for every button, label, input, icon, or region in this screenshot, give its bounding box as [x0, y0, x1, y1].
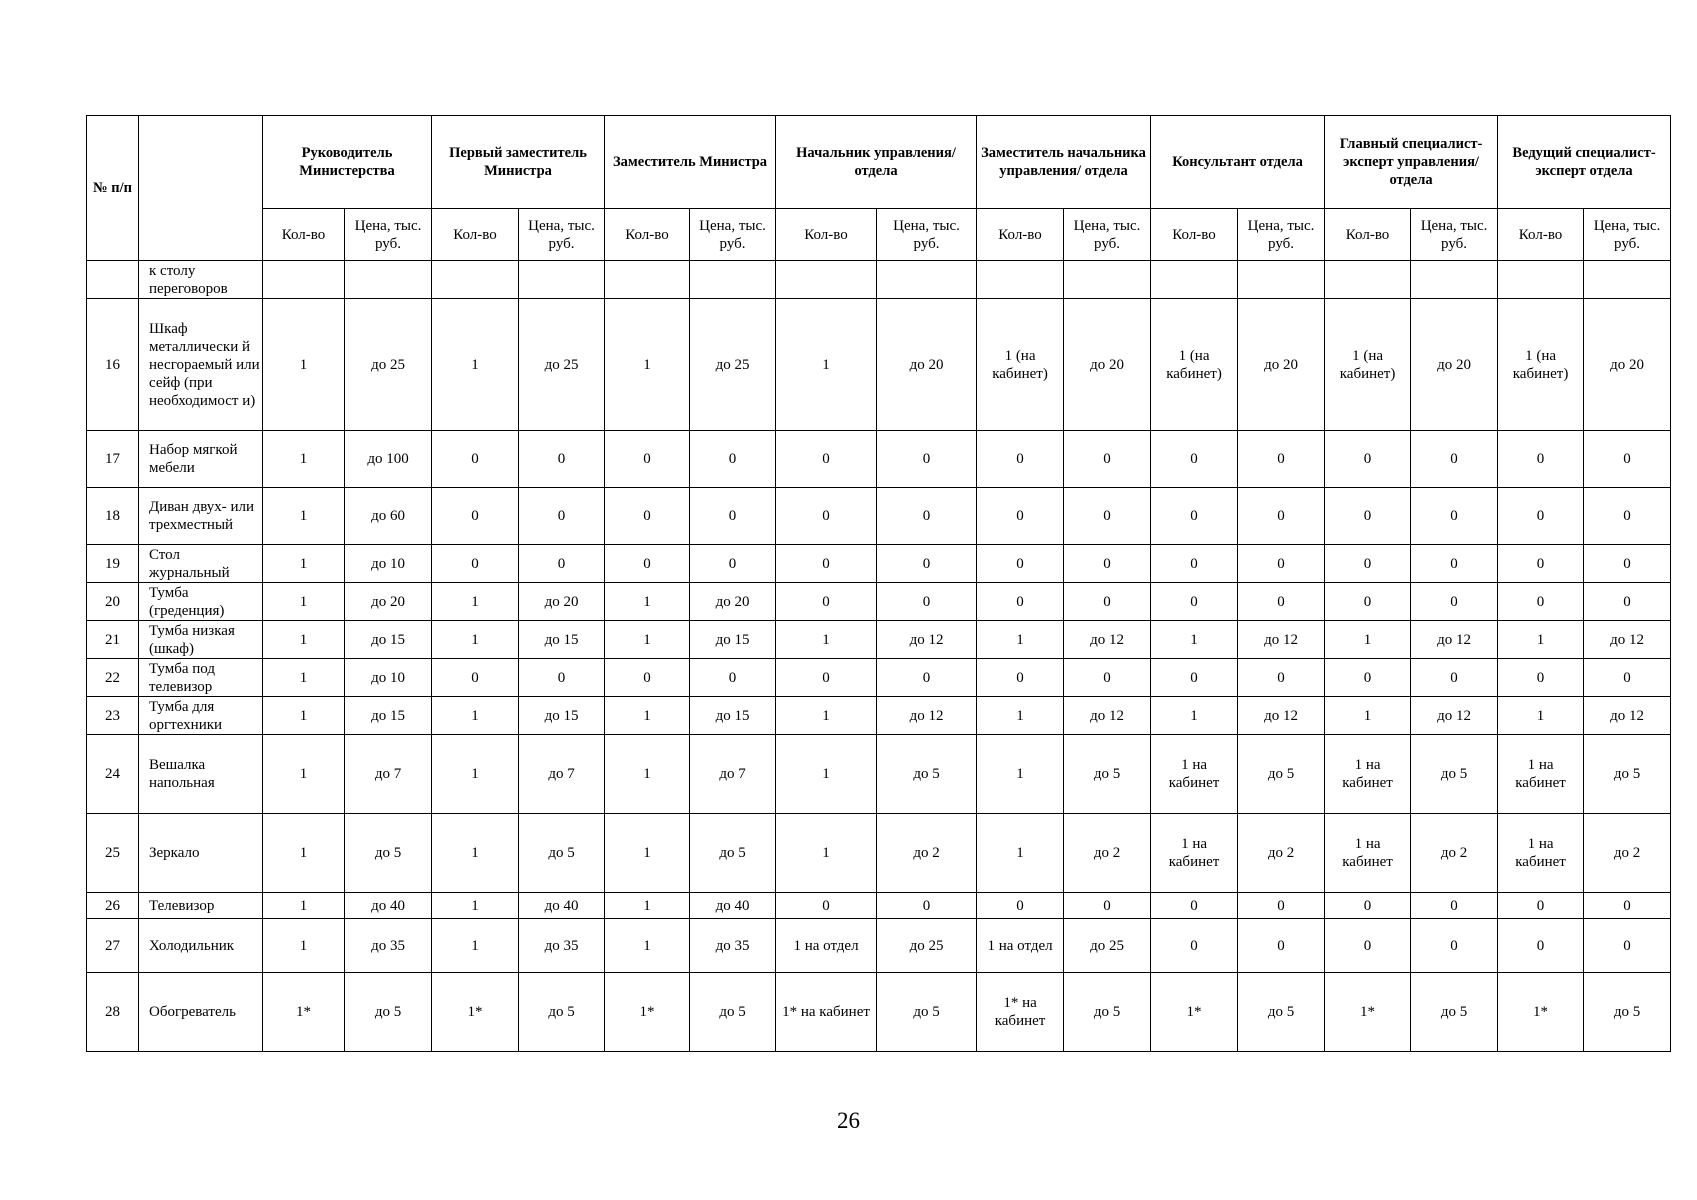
qty-cell: 1: [263, 919, 345, 973]
qty-cell: 1: [432, 735, 519, 814]
price-cell: до 15: [519, 621, 605, 659]
price-cell: до 12: [1238, 697, 1325, 735]
qty-cell: 1*: [263, 973, 345, 1052]
qty-cell: 0: [432, 488, 519, 545]
qty-cell: 0: [977, 893, 1064, 919]
price-cell: 0: [1584, 545, 1671, 583]
qty-cell: 1*: [605, 973, 690, 1052]
table-row: [87, 545, 1671, 583]
qty-header: Кол-во: [1498, 209, 1584, 261]
price-cell: 0: [519, 488, 605, 545]
qty-cell: 0: [1325, 659, 1411, 697]
price-cell: до 2: [1411, 814, 1498, 893]
item-name: Зеркало: [139, 814, 263, 893]
qty-cell: 1: [263, 893, 345, 919]
price-cell: 0: [1238, 488, 1325, 545]
price-cell: до 20: [690, 583, 776, 621]
price-cell: 0: [1584, 583, 1671, 621]
qty-header: Кол-во: [776, 209, 877, 261]
item-name: к столу переговоров: [139, 261, 263, 299]
qty-cell: 0: [977, 659, 1064, 697]
table-row: [87, 431, 1671, 488]
price-header: Цена, тыс. руб.: [1411, 209, 1498, 261]
price-cell: 0: [1584, 431, 1671, 488]
price-cell: до 7: [345, 735, 432, 814]
qty-cell: 0: [1498, 893, 1584, 919]
price-cell: до 5: [519, 814, 605, 893]
qty-cell: 0: [1151, 431, 1238, 488]
price-cell: 0: [1238, 893, 1325, 919]
price-cell: 0: [1411, 488, 1498, 545]
qty-cell: 1* на кабинет: [977, 973, 1064, 1052]
price-cell: до 5: [1411, 735, 1498, 814]
price-cell: 0: [1411, 919, 1498, 973]
price-cell: [345, 261, 432, 299]
subheader-row: [87, 209, 1671, 261]
qty-cell: 0: [1498, 488, 1584, 545]
table-row: [87, 919, 1671, 973]
qty-cell: 1 на отдел: [776, 919, 877, 973]
price-cell: до 5: [690, 973, 776, 1052]
qty-cell: 1: [605, 583, 690, 621]
qty-cell: 0: [1498, 919, 1584, 973]
item-name: Шкаф металлически й несгораемый или сейф (при необходимост и): [139, 299, 263, 431]
qty-cell: 1: [263, 814, 345, 893]
position-header: Начальник управления/ отдела: [776, 116, 977, 209]
qty-cell: 0: [1498, 431, 1584, 488]
price-cell: до 15: [690, 697, 776, 735]
qty-cell: 1: [605, 621, 690, 659]
qty-cell: 0: [1151, 545, 1238, 583]
qty-cell: 1: [977, 697, 1064, 735]
qty-cell: 0: [1498, 545, 1584, 583]
price-cell: до 40: [345, 893, 432, 919]
qty-cell: 1: [1325, 621, 1411, 659]
price-cell: до 10: [345, 659, 432, 697]
price-cell: до 15: [345, 697, 432, 735]
item-name: Набор мягкой мебели: [139, 431, 263, 488]
qty-cell: 1: [432, 583, 519, 621]
price-cell: 0: [690, 659, 776, 697]
qty-cell: 1: [263, 697, 345, 735]
price-cell: до 25: [345, 299, 432, 431]
price-cell: до 15: [519, 697, 605, 735]
price-header: Цена, тыс. руб.: [519, 209, 605, 261]
qty-cell: 1: [1498, 697, 1584, 735]
qty-cell: 1 (на кабинет): [1498, 299, 1584, 431]
qty-cell: 0: [1151, 659, 1238, 697]
qty-cell: 0: [432, 545, 519, 583]
qty-cell: 1: [1498, 621, 1584, 659]
qty-cell: 1: [432, 814, 519, 893]
qty-cell: 1 на отдел: [977, 919, 1064, 973]
price-cell: 0: [877, 659, 977, 697]
qty-cell: 1: [977, 621, 1064, 659]
qty-cell: 1: [605, 919, 690, 973]
item-name: Холодильник: [139, 919, 263, 973]
price-cell: 0: [1411, 659, 1498, 697]
price-cell: 0: [877, 431, 977, 488]
price-cell: 0: [877, 583, 977, 621]
header-row: [87, 116, 1671, 209]
qty-cell: 0: [1325, 545, 1411, 583]
table-row: [87, 621, 1671, 659]
qty-header: Кол-во: [977, 209, 1064, 261]
row-number: 17: [87, 431, 139, 488]
price-cell: 0: [1238, 545, 1325, 583]
position-header: Первый заместитель Министра: [432, 116, 605, 209]
price-cell: до 7: [690, 735, 776, 814]
row-number: 22: [87, 659, 139, 697]
position-header: Заместитель Министра: [605, 116, 776, 209]
price-cell: до 12: [877, 621, 977, 659]
table-row: [87, 583, 1671, 621]
item-name: Телевизор: [139, 893, 263, 919]
table-row: [87, 973, 1671, 1052]
price-cell: до 12: [1238, 621, 1325, 659]
qty-cell: 1* на кабинет: [776, 973, 877, 1052]
qty-cell: 0: [776, 893, 877, 919]
position-header: Заместитель начальника управления/ отдела: [977, 116, 1151, 209]
qty-cell: 1: [1151, 697, 1238, 735]
qty-cell: 0: [1325, 919, 1411, 973]
qty-cell: 0: [1151, 583, 1238, 621]
qty-cell: [263, 261, 345, 299]
row-number: 26: [87, 893, 139, 919]
qty-cell: [776, 261, 877, 299]
row-number: 20: [87, 583, 139, 621]
price-cell: до 2: [877, 814, 977, 893]
price-header: Цена, тыс. руб.: [1064, 209, 1151, 261]
price-cell: 0: [1584, 919, 1671, 973]
qty-cell: 1 на кабинет: [1498, 735, 1584, 814]
qty-cell: [432, 261, 519, 299]
qty-cell: 1: [776, 697, 877, 735]
qty-cell: 0: [1325, 488, 1411, 545]
price-cell: до 2: [1584, 814, 1671, 893]
price-cell: до 40: [519, 893, 605, 919]
qty-cell: 1 на кабинет: [1498, 814, 1584, 893]
qty-cell: 0: [605, 488, 690, 545]
price-cell: [1238, 261, 1325, 299]
price-cell: 0: [1064, 431, 1151, 488]
qty-cell: 1: [1325, 697, 1411, 735]
qty-cell: 1 на кабинет: [1151, 814, 1238, 893]
qty-cell: 1: [605, 893, 690, 919]
price-cell: 0: [519, 431, 605, 488]
price-cell: 0: [1238, 919, 1325, 973]
item-name: Тумба низкая (шкаф): [139, 621, 263, 659]
price-cell: до 5: [1584, 735, 1671, 814]
price-cell: 0: [1064, 545, 1151, 583]
price-cell: 0: [1411, 431, 1498, 488]
item-name: Тумба (греденция): [139, 583, 263, 621]
qty-cell: 1: [432, 893, 519, 919]
qty-header: Кол-во: [1325, 209, 1411, 261]
price-cell: 0: [519, 545, 605, 583]
price-header: Цена, тыс. руб.: [1238, 209, 1325, 261]
row-number: 28: [87, 973, 139, 1052]
table-row: [87, 814, 1671, 893]
price-cell: до 20: [1584, 299, 1671, 431]
price-cell: до 12: [1411, 621, 1498, 659]
qty-cell: 1*: [1325, 973, 1411, 1052]
qty-cell: 1 на кабинет: [1325, 735, 1411, 814]
qty-cell: [1498, 261, 1584, 299]
qty-cell: 1: [977, 814, 1064, 893]
row-number: 25: [87, 814, 139, 893]
price-cell: 0: [690, 431, 776, 488]
qty-cell: 1: [263, 299, 345, 431]
price-header: Цена, тыс. руб.: [345, 209, 432, 261]
price-cell: до 15: [690, 621, 776, 659]
price-cell: 0: [1584, 659, 1671, 697]
price-cell: 0: [1411, 545, 1498, 583]
qty-cell: 0: [776, 431, 877, 488]
price-cell: до 25: [519, 299, 605, 431]
qty-cell: 1: [432, 621, 519, 659]
row-number: [87, 261, 139, 299]
price-cell: до 60: [345, 488, 432, 545]
item-name: Диван двух- или трехместный: [139, 488, 263, 545]
qty-cell: 1: [776, 299, 877, 431]
price-cell: 0: [1064, 488, 1151, 545]
price-cell: 0: [519, 659, 605, 697]
qty-cell: 1: [776, 814, 877, 893]
qty-cell: 0: [977, 431, 1064, 488]
price-cell: 0: [1238, 431, 1325, 488]
table-row: [87, 735, 1671, 814]
price-cell: до 20: [519, 583, 605, 621]
qty-cell: 1: [776, 621, 877, 659]
qty-header: Кол-во: [605, 209, 690, 261]
qty-cell: 1: [263, 659, 345, 697]
price-cell: до 35: [690, 919, 776, 973]
price-cell: [1411, 261, 1498, 299]
price-cell: 0: [690, 545, 776, 583]
table-row: [87, 697, 1671, 735]
row-number: 18: [87, 488, 139, 545]
price-cell: 0: [877, 488, 977, 545]
price-cell: до 5: [1584, 973, 1671, 1052]
price-cell: 0: [1064, 583, 1151, 621]
qty-cell: 1: [263, 583, 345, 621]
qty-cell: 0: [1325, 893, 1411, 919]
qty-cell: 1: [605, 735, 690, 814]
price-cell: до 5: [1064, 973, 1151, 1052]
row-number: 21: [87, 621, 139, 659]
position-header: Главный специалист-эксперт управления/ отдела: [1325, 116, 1498, 209]
price-cell: до 25: [690, 299, 776, 431]
price-header: Цена, тыс. руб.: [1584, 209, 1671, 261]
price-cell: 0: [877, 545, 977, 583]
item-name: Вешалка напольная: [139, 735, 263, 814]
price-cell: до 12: [1064, 621, 1151, 659]
price-cell: до 40: [690, 893, 776, 919]
price-cell: до 5: [1238, 735, 1325, 814]
price-cell: 0: [877, 893, 977, 919]
num-header: № п/п: [87, 116, 139, 261]
qty-cell: 1 (на кабинет): [977, 299, 1064, 431]
item-header: [139, 116, 263, 261]
qty-cell: 0: [776, 659, 877, 697]
price-cell: 0: [1411, 893, 1498, 919]
table-row: [87, 893, 1671, 919]
position-header: Консультант отдела: [1151, 116, 1325, 209]
price-cell: до 5: [1238, 973, 1325, 1052]
qty-cell: 1*: [1498, 973, 1584, 1052]
price-cell: [877, 261, 977, 299]
item-name: Обогреватель: [139, 973, 263, 1052]
item-name: Тумба под телевизор: [139, 659, 263, 697]
qty-cell: 0: [1151, 919, 1238, 973]
qty-cell: [605, 261, 690, 299]
price-cell: до 7: [519, 735, 605, 814]
price-cell: до 5: [690, 814, 776, 893]
price-cell: до 35: [519, 919, 605, 973]
qty-cell: [1325, 261, 1411, 299]
position-header: Ведущий специалист-эксперт отдела: [1498, 116, 1671, 209]
price-cell: до 15: [345, 621, 432, 659]
qty-header: Кол-во: [432, 209, 519, 261]
price-cell: [690, 261, 776, 299]
qty-cell: 0: [977, 488, 1064, 545]
qty-cell: 0: [776, 488, 877, 545]
qty-cell: [1151, 261, 1238, 299]
row-number: 16: [87, 299, 139, 431]
qty-cell: 0: [605, 431, 690, 488]
price-cell: до 20: [1411, 299, 1498, 431]
qty-cell: 1: [432, 697, 519, 735]
qty-cell: 1 (на кабинет): [1151, 299, 1238, 431]
price-cell: до 5: [1064, 735, 1151, 814]
qty-cell: 0: [1498, 659, 1584, 697]
qty-cell: 1*: [432, 973, 519, 1052]
price-header: Цена, тыс. руб.: [690, 209, 776, 261]
qty-cell: 0: [1325, 583, 1411, 621]
price-cell: [1584, 261, 1671, 299]
price-cell: до 35: [345, 919, 432, 973]
price-cell: 0: [1064, 659, 1151, 697]
price-cell: до 5: [1411, 973, 1498, 1052]
price-cell: до 12: [1411, 697, 1498, 735]
price-cell: 0: [1584, 893, 1671, 919]
qty-cell: 0: [1151, 488, 1238, 545]
price-cell: до 5: [345, 973, 432, 1052]
item-name: Тумба для оргтехники: [139, 697, 263, 735]
qty-cell: 1: [432, 299, 519, 431]
row-number: 19: [87, 545, 139, 583]
qty-cell: 0: [432, 431, 519, 488]
table-row: [87, 299, 1671, 431]
price-cell: до 25: [1064, 919, 1151, 973]
qty-header: Кол-во: [1151, 209, 1238, 261]
qty-header: Кол-во: [263, 209, 345, 261]
price-cell: до 12: [1584, 621, 1671, 659]
table-row: [87, 659, 1671, 697]
price-header: Цена, тыс. руб.: [877, 209, 977, 261]
qty-cell: 1 на кабинет: [1151, 735, 1238, 814]
price-cell: до 10: [345, 545, 432, 583]
price-cell: 0: [690, 488, 776, 545]
furniture-norms-table: [86, 115, 1671, 1052]
price-cell: до 5: [877, 735, 977, 814]
price-cell: до 12: [1064, 697, 1151, 735]
qty-cell: 0: [1498, 583, 1584, 621]
table-row: [87, 488, 1671, 545]
price-cell: до 5: [345, 814, 432, 893]
qty-cell: 1: [977, 735, 1064, 814]
qty-cell: [977, 261, 1064, 299]
price-cell: 0: [1064, 893, 1151, 919]
price-cell: до 20: [1064, 299, 1151, 431]
table-row: [87, 261, 1671, 299]
price-cell: до 12: [1584, 697, 1671, 735]
qty-cell: 1: [432, 919, 519, 973]
qty-cell: 1: [605, 814, 690, 893]
position-header: Руководитель Министерства: [263, 116, 432, 209]
qty-cell: 1 (на кабинет): [1325, 299, 1411, 431]
qty-cell: 1: [605, 299, 690, 431]
page-number: 26: [837, 1108, 860, 1133]
row-number: 23: [87, 697, 139, 735]
item-name: Стол журнальный: [139, 545, 263, 583]
qty-cell: 1 на кабинет: [1325, 814, 1411, 893]
price-cell: 0: [1411, 583, 1498, 621]
qty-cell: 0: [776, 583, 877, 621]
qty-cell: 1: [263, 488, 345, 545]
qty-cell: 1: [263, 735, 345, 814]
price-cell: до 5: [877, 973, 977, 1052]
price-cell: 0: [1584, 488, 1671, 545]
qty-cell: 1: [263, 621, 345, 659]
qty-cell: 0: [432, 659, 519, 697]
qty-cell: 0: [776, 545, 877, 583]
price-cell: до 100: [345, 431, 432, 488]
price-cell: до 25: [877, 919, 977, 973]
qty-cell: 0: [977, 583, 1064, 621]
qty-cell: 1: [263, 431, 345, 488]
price-cell: [519, 261, 605, 299]
qty-cell: 0: [1325, 431, 1411, 488]
price-cell: 0: [1238, 583, 1325, 621]
row-number: 24: [87, 735, 139, 814]
price-cell: до 20: [877, 299, 977, 431]
price-cell: до 2: [1238, 814, 1325, 893]
price-cell: до 20: [1238, 299, 1325, 431]
price-cell: до 5: [519, 973, 605, 1052]
qty-cell: 1: [1151, 621, 1238, 659]
qty-cell: 0: [605, 545, 690, 583]
qty-cell: 0: [1151, 893, 1238, 919]
price-cell: [1064, 261, 1151, 299]
price-cell: 0: [1238, 659, 1325, 697]
price-cell: до 2: [1064, 814, 1151, 893]
price-cell: до 20: [345, 583, 432, 621]
qty-cell: 1: [776, 735, 877, 814]
qty-cell: 1: [263, 545, 345, 583]
qty-cell: 0: [977, 545, 1064, 583]
document-page: [86, 115, 1666, 1052]
qty-cell: 1: [605, 697, 690, 735]
price-cell: до 12: [877, 697, 977, 735]
row-number: 27: [87, 919, 139, 973]
qty-cell: 0: [605, 659, 690, 697]
qty-cell: 1*: [1151, 973, 1238, 1052]
